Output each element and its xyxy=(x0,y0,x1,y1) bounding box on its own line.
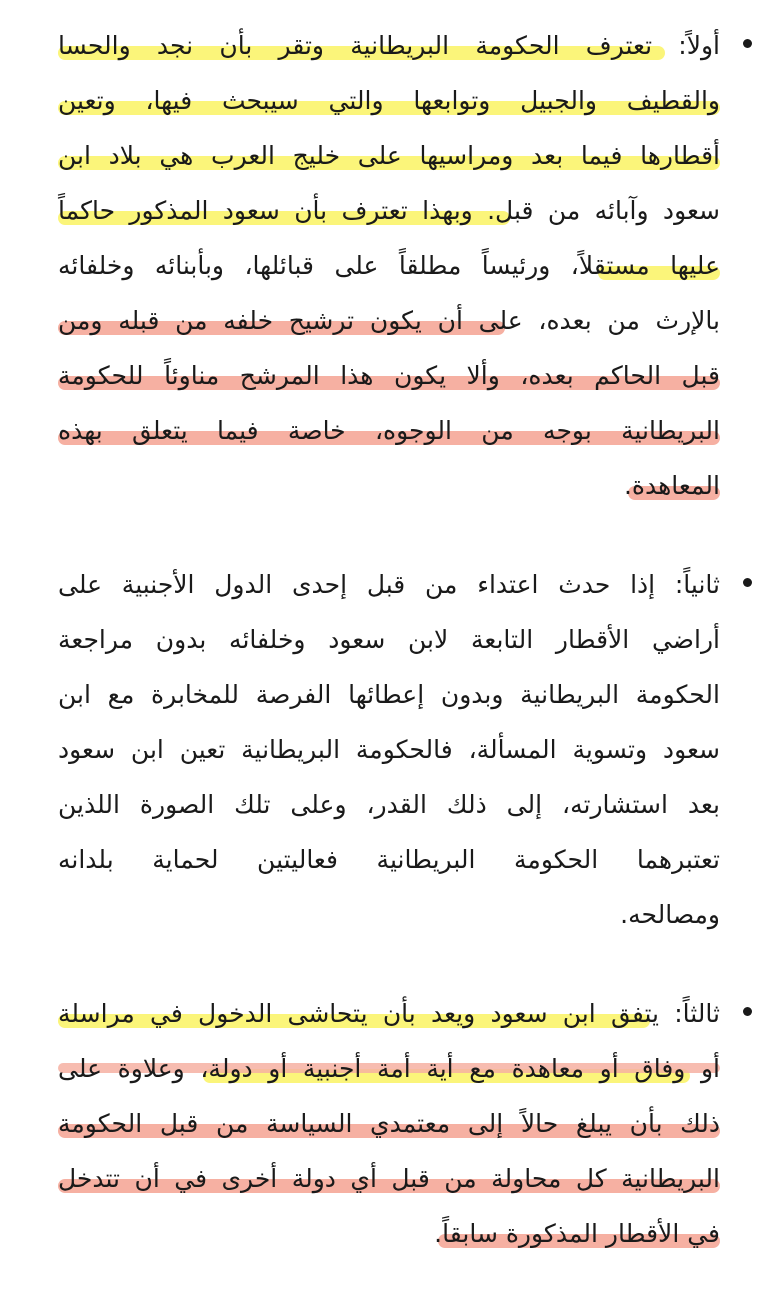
text-line: أولاً: تعترف الحكومة البريطانية وتقر بأن نجد والحسا xyxy=(58,31,720,60)
text-line: بالإرث من بعده، على أن يكون ترشيح خلفه من قبله ومن xyxy=(58,306,720,335)
clause-first xyxy=(58,18,720,513)
text-line: والقطيف والجبيل وتوابعها والتي سيبحث فيها، وتعين xyxy=(58,86,720,115)
text-line: سعود وآبائه من قبل. وبهذا تعترف بأن سعود المذكور حاكماً xyxy=(58,196,720,225)
clause-second xyxy=(58,557,720,942)
bullet-dot xyxy=(743,1007,752,1016)
text-line: ثالثاً: يتفق ابن سعود ويعد بأن يتحاشى الدخول في مراسلة xyxy=(58,999,720,1028)
text-line: ذلك بأن يبلغ حالاً إلى معتمدي السياسة من قبل الحكومة xyxy=(58,1109,720,1138)
text-line: بعد استشارته، إلى ذلك القدر، وعلى تلك الصورة اللذين xyxy=(58,790,720,819)
bullet-dot xyxy=(743,39,752,48)
text-line: أراضي الأقطار التابعة لابن سعود وخلفائه بدون مراجعة xyxy=(58,625,720,654)
text-line: في الأقطار المذكورة سابقاً. xyxy=(434,1219,720,1248)
text-line: أقطارها فيما بعد ومراسيها على خليج العرب هي بلاد ابن xyxy=(58,141,720,170)
text-line: تعتبرهما الحكومة البريطانية فعاليتين لحماية بلدانه xyxy=(58,845,720,874)
treaty-clauses-list xyxy=(58,18,720,1305)
text-line: البريطانية بوجه من الوجوه، خاصة فيما يتعلق بهذه xyxy=(58,416,720,445)
text-line: أو وفاق أو معاهدة مع أية أمة أجنبية أو دولة، وعلاوة على xyxy=(58,1054,720,1083)
text-line: ثانياً: إذا حدث اعتداء من قبل إحدى الدول الأجنبية على xyxy=(58,570,720,599)
text-line: المعاهدة. xyxy=(623,471,720,500)
text-line: ومصالحه. xyxy=(620,900,720,929)
text-line: الحكومة البريطانية وبدون إعطائها الفرصة للمخابرة مع ابن xyxy=(58,680,720,709)
text-line: البريطانية كل محاولة من قبل أي دولة أخرى في أن تتدخل xyxy=(58,1164,720,1193)
bullet-dot xyxy=(743,578,752,587)
clause-third xyxy=(58,986,720,1261)
text-line: سعود وتسوية المسألة، فالحكومة البريطانية تعين ابن سعود xyxy=(58,735,720,764)
text-line: عليها مستقلاً، ورئيساً مطلقاً على قبائلها، وبأبنائه وخلفائه xyxy=(58,251,720,280)
text-line: قبل الحاكم بعده، وألا يكون هذا المرشح مناوئاً للحكومة xyxy=(58,361,720,390)
